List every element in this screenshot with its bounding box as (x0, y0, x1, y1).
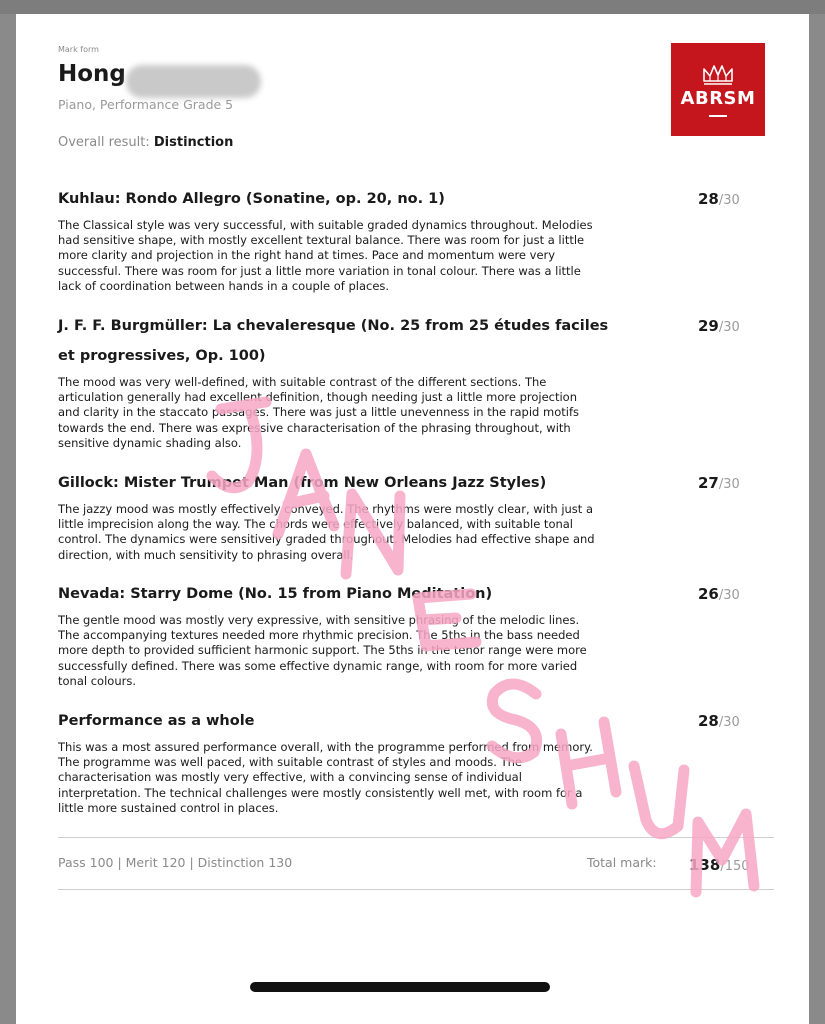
grade-thresholds: Pass 100 | Merit 120 | Distinction 130 (58, 855, 293, 870)
redacted-surname (126, 65, 261, 98)
mark-max: /30 (718, 477, 740, 492)
total-mark-max: /150 (720, 859, 750, 874)
mark-value: 27 (698, 474, 719, 492)
logo-text: ABRSM (680, 88, 756, 109)
footer-bottom-divider (58, 889, 774, 890)
mark-form-page (16, 14, 809, 1024)
exam-subtitle: Piano, Performance Grade 5 (58, 97, 234, 112)
overall-result-label: Overall result: (58, 135, 150, 150)
piece-mark (698, 474, 740, 492)
piece-section-1 (58, 184, 788, 294)
mark-max: /30 (718, 193, 740, 208)
examiner-comment: The gentle mood was mostly very expressive, with sensitive phrasing of the melodic lines. The accompanying textures needed more rhythmic precision. The 5ths in the bass needed more depth to provided sufficient harmonic support. The 5ths in the tenor range were more successfully defined. There was some effective dynamic range, with room for more varied tonal colours. (58, 613, 587, 688)
mark-max: /30 (718, 715, 740, 730)
mark-value: 28 (698, 712, 719, 730)
mark-max: /30 (718, 320, 740, 335)
piece-title: Performance as a whole (58, 713, 255, 729)
candidate-name: Hong (58, 61, 126, 87)
form-label: Mark form (58, 45, 99, 54)
piece-mark (698, 712, 740, 730)
abrsm-logo (671, 43, 765, 136)
mark-value: 26 (698, 585, 719, 603)
logo-rule (709, 115, 727, 117)
examiner-comment: The mood was very well-defined, with suitable contrast of the different sections. The articulation generally had excellent definition, though needing just a little more projection and clarity in the staccato passages. There was just a little unevenness in the rapid motifs towards the end. There was expressive characterisation of the phrasing throughout, with sensitive dynamic shading also. (58, 375, 579, 450)
piece-mark (698, 190, 740, 208)
piece-title: Gillock: Mister Trumpet Man (from New Orleans Jazz Styles) (58, 475, 547, 491)
performance-as-a-whole-section (58, 706, 788, 816)
home-indicator[interactable] (250, 982, 550, 992)
mark-value: 29 (698, 317, 719, 335)
examiner-comment: The Classical style was very successful, with suitable graded dynamics throughout. Melodies had sensitive shape, with mostly excellent textural balance. There was room for just a little more clarity and projection in the right hand at times. Pace and momentum were very successful. There was room for just a little more variation in tonal colour. There was a little lack of coordination between hands in a couple of places. (58, 218, 593, 293)
total-mark-label: Total mark: (587, 855, 657, 870)
piece-title: Kuhlau: Rondo Allegro (Sonatine, op. 20, no. 1) (58, 191, 445, 207)
examiner-comment: The jazzy mood was mostly effectively conveyed. The rhythms were mostly clear, with just a little imprecision along the way. The chords were effectively balanced, with suitable tonal control. The dynamics were sensitively graded throughout. Melodies had effective shape and direction, with much sensitivity to phrasing overall. (58, 502, 595, 562)
overall-result-value: Distinction (153, 135, 234, 150)
screen-top-bar (0, 0, 825, 14)
piece-mark (698, 317, 740, 335)
piece-title: Nevada: Starry Dome (No. 15 from Piano Meditation) (58, 586, 493, 602)
mark-max: /30 (718, 588, 740, 603)
total-mark-value: 138 (689, 856, 721, 874)
piece-section-2 (58, 311, 788, 451)
piece-section-3 (58, 468, 788, 563)
piece-mark (698, 585, 740, 603)
overall-result (58, 135, 233, 150)
total-mark (689, 856, 750, 874)
piece-section-4 (58, 579, 788, 689)
mark-value: 28 (698, 190, 719, 208)
examiner-comment: This was a most assured performance overall, with the programme performed from memory. The programme was well paced, with suitable contrast of styles and moods. The characterisation was mostly very effective, with a convincing sense of individual interpretation. The technical challenges were mostly consistently well met, with room for a little more sustained control in places. (58, 740, 593, 815)
piece-title: J. F. F. Burgmüller: La chevaleresque (No. 25 from 25 études faciles et progressives, Op. 100) (58, 318, 609, 364)
footer-top-divider (58, 837, 774, 838)
crown-icon (701, 63, 735, 85)
